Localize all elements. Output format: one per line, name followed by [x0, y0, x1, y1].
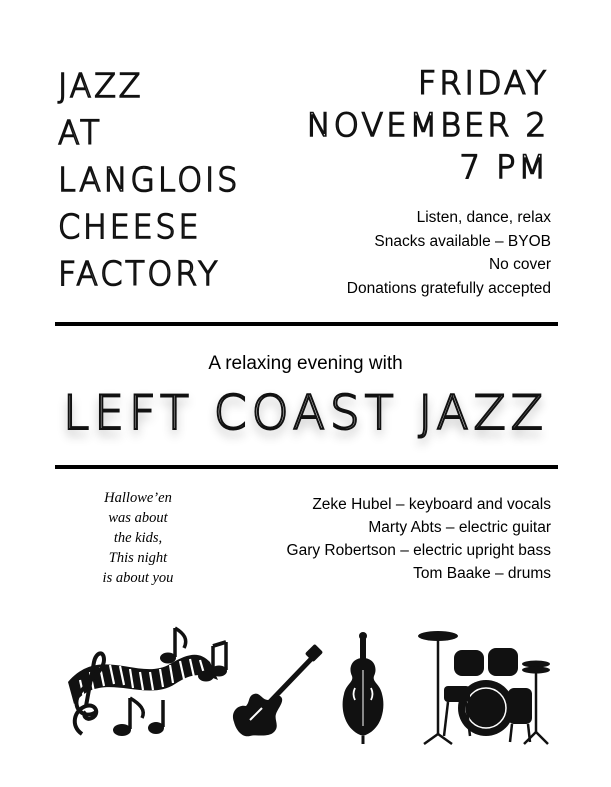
- lineup-item: Tom Baake – drums: [413, 565, 551, 582]
- quote-line: was about: [108, 510, 168, 526]
- detail-line: Donations gratefully accepted: [346, 279, 551, 297]
- band-lineup: [287, 493, 551, 585]
- detail-line: No cover: [488, 256, 551, 273]
- quote-line: is about you: [102, 570, 174, 586]
- music-notes-keyboard-icon: [60, 622, 230, 742]
- electric-guitar-icon: [228, 642, 326, 742]
- event-time: 7 PM: [459, 148, 549, 186]
- drum-kit-icon: [408, 624, 558, 746]
- quote-line: This night: [108, 550, 168, 566]
- lineup-item: Marty Abts – electric guitar: [368, 519, 551, 536]
- title-line: FACTORY: [58, 254, 221, 293]
- quote-line: the kids,: [113, 530, 163, 546]
- detail-line: Snacks available – BYOB: [374, 232, 551, 250]
- event-date-block: [307, 62, 549, 188]
- title-line: CHEESE: [58, 207, 202, 246]
- event-date: NOVEMBER 2: [306, 106, 549, 144]
- lineup-item: Gary Robertson – electric upright bass: [286, 542, 551, 559]
- lineup-item: Zeke Hubel – keyboard and vocals: [312, 496, 551, 513]
- halloween-quote: [82, 488, 194, 588]
- event-title: [58, 62, 240, 297]
- title-line: JAZZ: [58, 66, 144, 105]
- title-line: LANGLOIS: [58, 160, 241, 199]
- divider-bottom: [55, 465, 558, 469]
- title-line: AT: [58, 113, 103, 152]
- band-name: LEFT COAST JAZZ: [63, 386, 548, 441]
- quote-line: Hallowe’en: [104, 490, 172, 506]
- event-day: FRIDAY: [417, 64, 549, 102]
- upright-bass-icon: [338, 630, 388, 746]
- intro-text: A relaxing evening with: [208, 353, 403, 374]
- event-details: [347, 206, 551, 300]
- divider-top: [55, 322, 558, 326]
- detail-line: Listen, dance, relax: [416, 209, 551, 226]
